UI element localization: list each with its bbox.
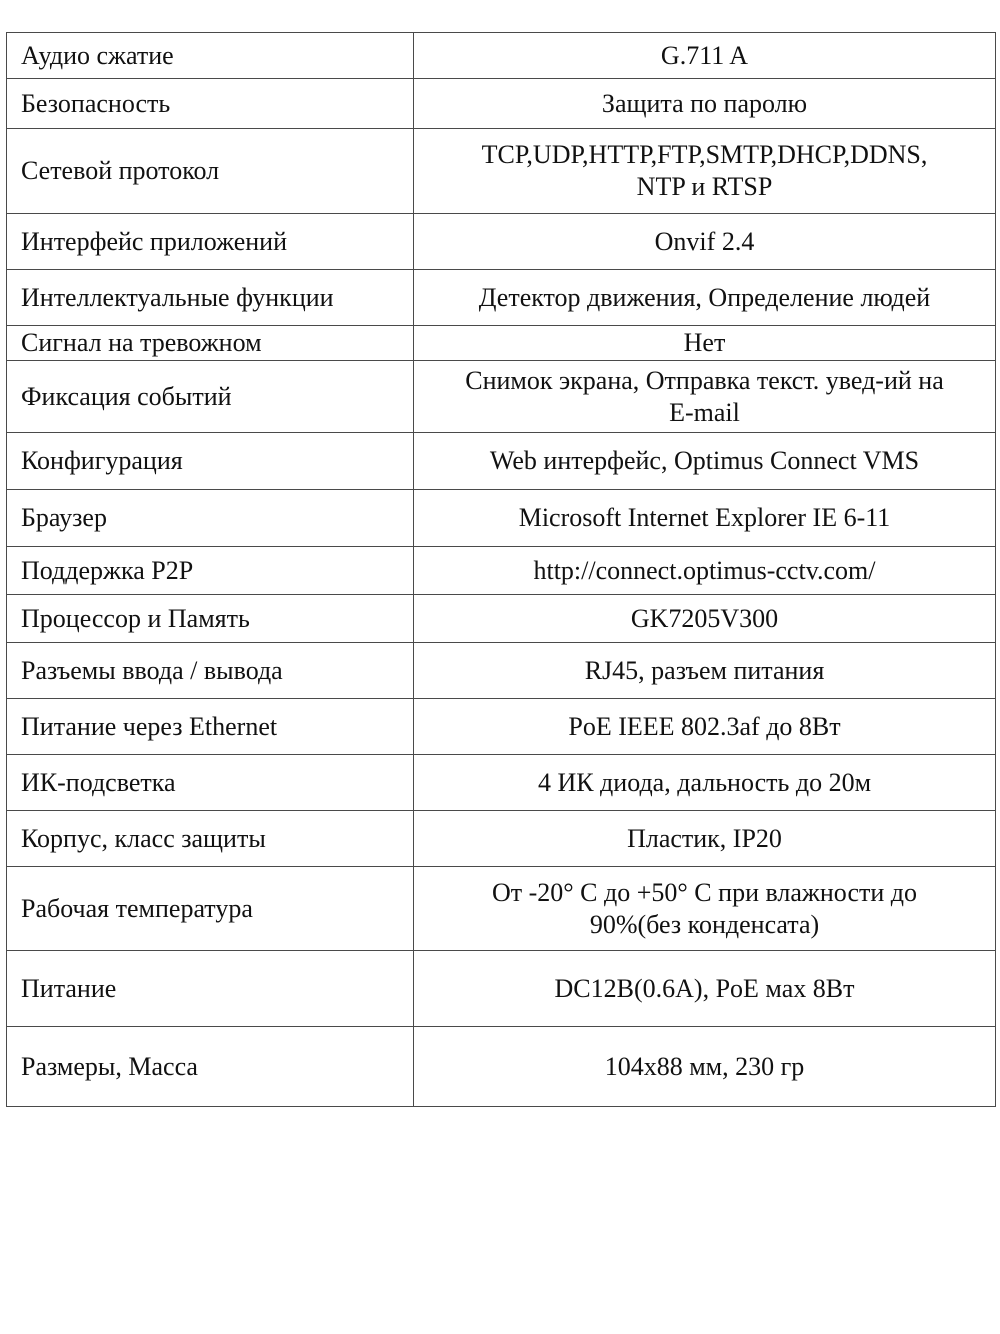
table-row [7,1027,996,1107]
table-row [7,433,996,490]
row-value: http://connect.optimus-cctv.com/ [414,547,996,595]
row-value: DC12В(0.6А), PoE мах 8Вт [414,951,996,1027]
row-value: Пластик, IP20 [414,811,996,867]
row-value: G.711 A [414,33,996,79]
row-label: ИК-подсветка [7,755,414,811]
row-label: Безопасность [7,79,414,129]
row-label: Фиксация событий [7,361,414,433]
row-label: Сетевой протокол [7,129,414,214]
row-label: Разъемы ввода / вывода [7,643,414,699]
row-label: Интерфейс приложений [7,214,414,270]
row-label: Питание [7,951,414,1027]
row-value: PoE IEEE 802.3af до 8Вт [414,699,996,755]
row-value: 4 ИК диода, дальность до 20м [414,755,996,811]
row-value: Нет [414,326,996,361]
row-label: Размеры, Масса [7,1027,414,1107]
table-row [7,867,996,951]
row-label: Корпус, класс защиты [7,811,414,867]
row-label: Конфигурация [7,433,414,490]
table-row [7,951,996,1027]
table-row [7,129,996,214]
row-value: 104х88 мм, 230 гр [414,1027,996,1107]
row-value: Защита по паролю [414,79,996,129]
table-row [7,361,996,433]
table-row [7,755,996,811]
table-row [7,326,996,361]
row-label: Процессор и Память [7,595,414,643]
table-row [7,214,996,270]
row-label: Браузер [7,490,414,547]
row-label: Поддержка P2P [7,547,414,595]
table-row [7,33,996,79]
row-label: Питание через Ethernet [7,699,414,755]
spec-table [6,32,996,1107]
row-value: RJ45, разъем питания [414,643,996,699]
row-label: Интеллектуальные функции [7,270,414,326]
row-value: От -20° С до +50° С при влажности до 90%(без конденсата) [414,867,996,951]
row-label: Аудио сжатие [7,33,414,79]
row-value: Web интерфейс, Optimus Connect VMS [414,433,996,490]
row-value: Onvif 2.4 [414,214,996,270]
row-value: Детектор движения, Определение людей [414,270,996,326]
table-row [7,270,996,326]
row-value: Microsoft Internet Explorer IE 6-11 [414,490,996,547]
row-label: Рабочая температура [7,867,414,951]
table-row [7,811,996,867]
row-value: TCP,UDP,HTTP,FTP,SMTP,DHCP,DDNS, NTP и RTSP [414,129,996,214]
table-row [7,547,996,595]
table-row [7,490,996,547]
row-label: Сигнал на тревожном [7,326,414,361]
table-row [7,699,996,755]
table-row [7,79,996,129]
table-row [7,643,996,699]
table-row [7,595,996,643]
row-value: Снимок экрана, Отправка текст. увед-ий на E-mail [414,361,996,433]
row-value: GK7205V300 [414,595,996,643]
